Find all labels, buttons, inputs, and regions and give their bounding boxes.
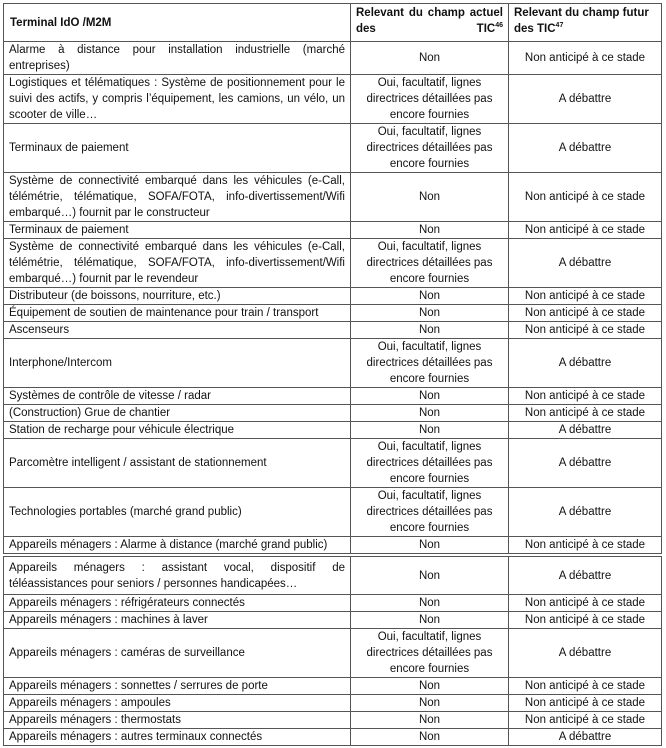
terminal-cell: Système de connectivité embarqué dans les véhicules (e-Call, télémétrie, télématique, SOFA/FOTA, info-divertissement/Wifi embarqué…) fournit par le constructeur xyxy=(4,173,351,222)
table-row xyxy=(4,557,662,595)
future-scope-cell: A débattre xyxy=(509,339,662,388)
future-scope-cell: A débattre xyxy=(509,488,662,537)
current-scope-cell: Non xyxy=(351,422,509,439)
future-scope-cell: A débattre xyxy=(509,124,662,173)
current-scope-cell: Non xyxy=(351,405,509,422)
current-scope-cell: Oui, facultatif, lignes directrices détaillées pas encore fournies xyxy=(351,124,509,173)
header-terminal: Terminal IdO /M2M xyxy=(4,4,351,42)
terminal-cell: Distributeur (de boissons, nourriture, etc.) xyxy=(4,288,351,305)
terminal-cell: Appareils ménagers : thermostats xyxy=(4,712,351,729)
table-row xyxy=(4,388,662,405)
table-row xyxy=(4,239,662,288)
future-scope-cell: Non anticipé à ce stade xyxy=(509,695,662,712)
current-scope-cell: Non xyxy=(351,612,509,629)
current-scope-cell: Non xyxy=(351,288,509,305)
footnote-ref: 47 xyxy=(555,22,564,29)
table-row xyxy=(4,488,662,537)
header-row xyxy=(4,4,662,42)
future-scope-cell: A débattre xyxy=(509,439,662,488)
terminal-cell: Logistiques et télématiques : Système de positionnement pour le suivi des actifs, y compris l’équipement, les camions, un vélo, un scooter de ville… xyxy=(4,75,351,124)
current-scope-cell: Oui, facultatif, lignes directrices détaillées pas encore fournies xyxy=(351,488,509,537)
future-scope-cell: A débattre xyxy=(509,729,662,746)
terminal-cell: Équipement de soutien de maintenance pour train / transport xyxy=(4,305,351,322)
future-scope-cell: A débattre xyxy=(509,239,662,288)
current-scope-cell: Non xyxy=(351,712,509,729)
terminal-cell: Interphone/Intercom xyxy=(4,339,351,388)
table-row xyxy=(4,222,662,239)
future-scope-cell: A débattre xyxy=(509,629,662,678)
current-scope-cell: Non xyxy=(351,305,509,322)
table-row xyxy=(4,439,662,488)
current-scope-cell: Non xyxy=(351,557,509,595)
terminal-cell: Appareils ménagers : machines à laver xyxy=(4,612,351,629)
table-row xyxy=(4,75,662,124)
terminal-cell: Appareils ménagers : sonnettes / serrures de porte xyxy=(4,678,351,695)
table-row xyxy=(4,124,662,173)
table-row xyxy=(4,712,662,729)
current-scope-cell: Oui, facultatif, lignes directrices détaillées pas encore fournies xyxy=(351,75,509,124)
terminal-cell: Terminaux de paiement xyxy=(4,124,351,173)
future-scope-cell: Non anticipé à ce stade xyxy=(509,712,662,729)
table-row xyxy=(4,629,662,678)
terminal-cell: Alarme à distance pour installation industrielle (marché entreprises) xyxy=(4,42,351,75)
current-scope-cell: Non xyxy=(351,388,509,405)
terminal-cell: Station de recharge pour véhicule électrique xyxy=(4,422,351,439)
future-scope-cell: Non anticipé à ce stade xyxy=(509,305,662,322)
current-scope-cell: Non xyxy=(351,537,509,554)
table-row xyxy=(4,695,662,712)
iot-terminals-table xyxy=(3,3,662,746)
table-row xyxy=(4,612,662,629)
table-row xyxy=(4,595,662,612)
terminal-cell: Appareils ménagers : Alarme à distance (marché grand public) xyxy=(4,537,351,554)
terminal-cell: Système de connectivité embarqué dans les véhicules (e-Call, télémétrie, télématique, SOFA/FOTA, info-divertissement/Wifi embarqué…) fournit par le revendeur xyxy=(4,239,351,288)
future-scope-cell: Non anticipé à ce stade xyxy=(509,222,662,239)
future-scope-cell: Non anticipé à ce stade xyxy=(509,405,662,422)
current-scope-cell: Oui, facultatif, lignes directrices détaillées pas encore fournies xyxy=(351,439,509,488)
current-scope-cell: Non xyxy=(351,42,509,75)
future-scope-cell: Non anticipé à ce stade xyxy=(509,595,662,612)
terminal-cell: Technologies portables (marché grand public) xyxy=(4,488,351,537)
future-scope-cell: Non anticipé à ce stade xyxy=(509,42,662,75)
terminal-cell: Ascenseurs xyxy=(4,322,351,339)
terminal-cell: Parcomètre intelligent / assistant de stationnement xyxy=(4,439,351,488)
current-scope-cell: Oui, facultatif, lignes directrices détaillées pas encore fournies xyxy=(351,239,509,288)
table-row xyxy=(4,405,662,422)
table-row xyxy=(4,173,662,222)
current-scope-cell: Non xyxy=(351,222,509,239)
current-scope-cell: Non xyxy=(351,322,509,339)
table-row xyxy=(4,42,662,75)
header-current-scope: Relevant du champ actuel des TIC$^{46}$ xyxy=(351,4,509,42)
terminal-cell: (Construction) Grue de chantier xyxy=(4,405,351,422)
table-row xyxy=(4,339,662,388)
future-scope-cell: Non anticipé à ce stade xyxy=(509,678,662,695)
future-scope-cell: Non anticipé à ce stade xyxy=(509,388,662,405)
future-scope-cell: A débattre xyxy=(509,75,662,124)
current-scope-cell: Non xyxy=(351,678,509,695)
future-scope-cell: A débattre xyxy=(509,422,662,439)
terminal-cell: Systèmes de contrôle de vitesse / radar xyxy=(4,388,351,405)
terminal-cell: Terminaux de paiement xyxy=(4,222,351,239)
terminal-cell: Appareils ménagers : ampoules xyxy=(4,695,351,712)
future-scope-cell: Non anticipé à ce stade xyxy=(509,173,662,222)
table-row xyxy=(4,422,662,439)
future-scope-cell: Non anticipé à ce stade xyxy=(509,322,662,339)
current-scope-cell: Non xyxy=(351,173,509,222)
future-scope-cell: Non anticipé à ce stade xyxy=(509,288,662,305)
header-future-scope: Relevant du champ futur des TIC$^{47}$ xyxy=(509,4,662,42)
current-scope-cell: Non xyxy=(351,595,509,612)
future-scope-cell: Non anticipé à ce stade xyxy=(509,612,662,629)
future-scope-cell: Non anticipé à ce stade xyxy=(509,537,662,554)
terminal-cell: Appareils ménagers : caméras de surveillance xyxy=(4,629,351,678)
table-row xyxy=(4,305,662,322)
footnote-ref: 46 xyxy=(495,22,503,29)
terminal-cell: Appareils ménagers : assistant vocal, dispositif de téléassistances pour seniors / personnes handicapées… xyxy=(4,557,351,595)
table-row xyxy=(4,537,662,554)
current-scope-cell: Non xyxy=(351,729,509,746)
terminal-cell: Appareils ménagers : autres terminaux connectés xyxy=(4,729,351,746)
terminal-cell: Appareils ménagers : réfrigérateurs connectés xyxy=(4,595,351,612)
table-row xyxy=(4,288,662,305)
table-row xyxy=(4,678,662,695)
table-row xyxy=(4,322,662,339)
future-scope-cell: A débattre xyxy=(509,557,662,595)
table-row xyxy=(4,729,662,746)
current-scope-cell: Non xyxy=(351,695,509,712)
current-scope-cell: Oui, facultatif, lignes directrices détaillées pas encore fournies xyxy=(351,629,509,678)
current-scope-cell: Oui, facultatif, lignes directrices détaillées pas encore fournies xyxy=(351,339,509,388)
